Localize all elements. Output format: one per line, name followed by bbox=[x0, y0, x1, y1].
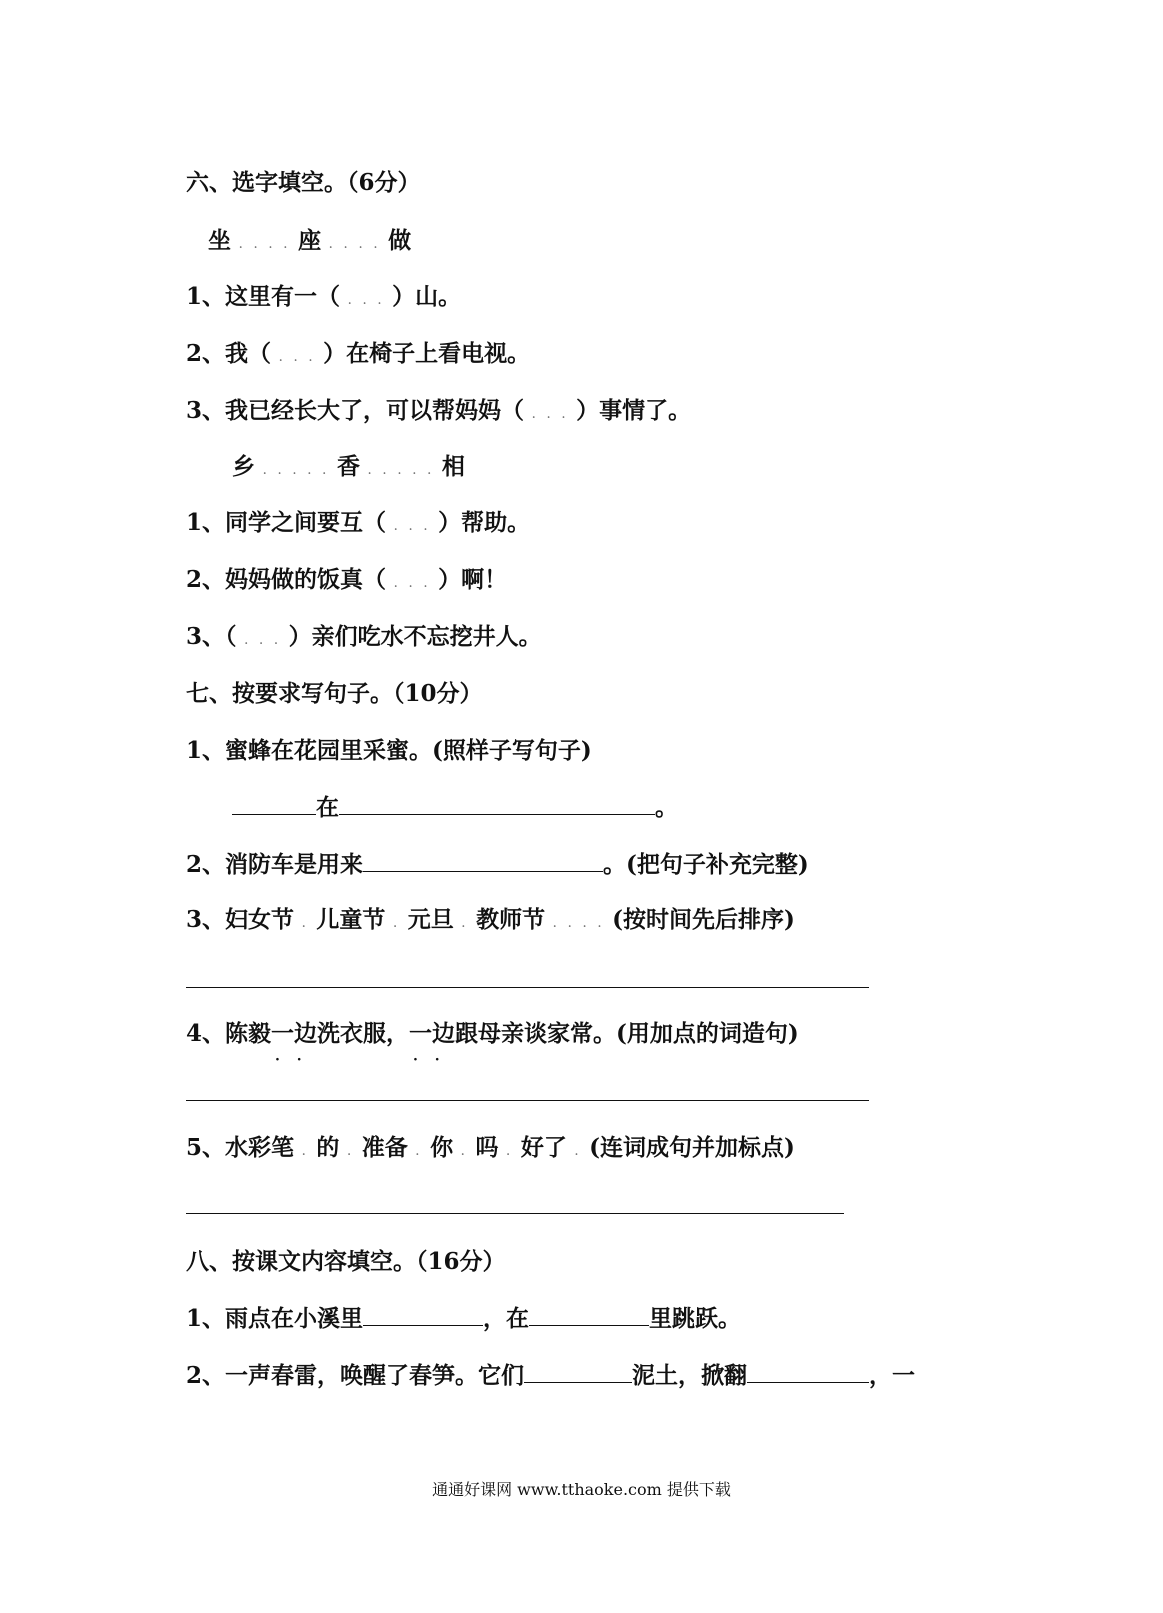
question-7-1: 1、蜜蜂在花园里采蜜。(照样子写句子) bbox=[186, 737, 592, 764]
section-7-title: 七、按要求写句子。（10分） bbox=[186, 680, 483, 707]
answer-line-7-4 bbox=[186, 1100, 869, 1101]
question-6-3: 3、我已经长大了，可以帮妈妈（ . . . ）事情了。 bbox=[186, 397, 692, 424]
word-choices-1: 坐 . . . . 座 . . . . 做 bbox=[208, 227, 412, 254]
question-8-1: 1、雨点在小溪里 ，在 里跳跃。 bbox=[186, 1305, 742, 1332]
answer-line-7-3 bbox=[186, 987, 869, 988]
question-7-3: 3、妇女节 . 儿童节 . 元旦 . 教师节 . . . . (按时间先后排序) bbox=[186, 906, 795, 933]
question-6-1: 1、这里有一（ . . . ）山。 bbox=[186, 283, 462, 310]
dotted-word-1: 一边 · · bbox=[271, 1019, 317, 1049]
question-6-4: 1、同学之间要互（ . . . ）帮助。 bbox=[186, 509, 531, 536]
question-7-2: 2、消防车是用来 。(把句子补充完整) bbox=[186, 851, 809, 878]
question-8-2: 2、一声春雷，唤醒了春笋。它们 泥土，掀翻 ，一 bbox=[186, 1362, 916, 1389]
word-choices-2: 乡 . . . . . 香 . . . . . 相 bbox=[232, 453, 465, 480]
question-6-5: 2、妈妈做的饭真（ . . . ）啊！ bbox=[186, 566, 508, 593]
section-8-title: 八、按课文内容填空。（16分） bbox=[186, 1248, 506, 1275]
question-6-6: 3、（ . . . ）亲们吃水不忘挖井人。 bbox=[186, 623, 542, 650]
question-7-4: 4、陈毅一边 · ·洗衣服，一边 · ·跟母亲谈家常。(用加点的词造句) bbox=[186, 1019, 799, 1049]
footer-credit: 通通好课网 www.tthaoke.com 提供下载 bbox=[432, 1480, 731, 1499]
question-6-2: 2、我（ . . . ）在椅子上看电视。 bbox=[186, 340, 531, 367]
question-7-5: 5、水彩笔 . 的 . 准备 . 你 . 吗 . 好了 . (连词成句并加标点) bbox=[186, 1134, 795, 1161]
dotted-word-2: 一边 · · bbox=[409, 1019, 455, 1049]
question-7-1-template: 在 。 bbox=[232, 792, 678, 823]
answer-line-7-5 bbox=[186, 1213, 844, 1214]
section-6-title: 六、选字填空。（6分） bbox=[186, 169, 421, 196]
